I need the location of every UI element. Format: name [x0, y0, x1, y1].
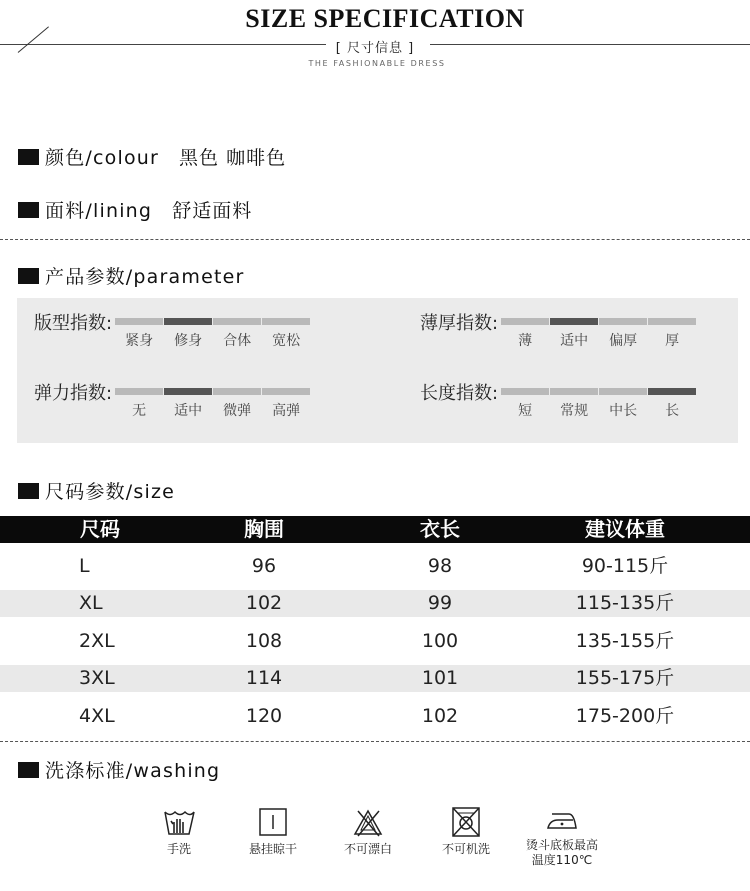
wash-item-no-bleach [322, 806, 414, 857]
size-cell: 4XL [79, 705, 115, 727]
chest-cell: 108 [245, 630, 283, 652]
column-header: 衣长 [420, 517, 460, 541]
weight-cell: 115-135斤 [575, 592, 675, 614]
size-cell: XL [79, 592, 103, 614]
chest-cell: 102 [245, 592, 283, 614]
colour-label: 颜色/colour [45, 147, 160, 169]
scale-segment [213, 318, 261, 350]
lining-value: 舒适面料 [172, 200, 253, 222]
scale-bar [599, 388, 647, 395]
section-divider [0, 239, 750, 240]
param-fit: 版型指数: 紧身 修身 合体 宽松 [34, 298, 311, 350]
chest-cell: 114 [245, 667, 283, 689]
scale-bar [550, 388, 598, 395]
wash-item-line-dry [227, 806, 319, 857]
column-header: 胸围 [244, 517, 284, 541]
wash-label: 烫斗底板最高 温度110℃ [525, 838, 598, 867]
scale-bar [599, 318, 647, 325]
scale-option-label: 高弹 [272, 403, 301, 419]
scale-segment [501, 388, 549, 420]
wash-label: 悬挂晾干 [248, 842, 297, 856]
length-cell: 98 [427, 555, 453, 577]
scale-option-label: 薄 [518, 333, 533, 349]
param-thickness: 薄厚指数: 薄 适中 偏厚 厚 [420, 298, 697, 350]
wash-item-hand-wash [133, 806, 225, 857]
size-cell: 2XL [79, 630, 115, 652]
chest-cell: 96 [251, 555, 277, 577]
table-row [0, 628, 750, 655]
weight-cell: 90-115斤 [581, 555, 669, 577]
scale-bar-selected [164, 388, 212, 395]
scale-bar-selected [550, 318, 598, 325]
param-scale [501, 388, 697, 420]
table-row [0, 703, 750, 730]
wash-item-iron [516, 806, 608, 868]
subtitle-cn: [ 尺寸信息 ] [0, 37, 750, 56]
scale-segment [501, 318, 549, 350]
line-dry-icon [255, 806, 291, 838]
scale-segment [599, 318, 647, 350]
size-heading: 尺码参数/size [18, 477, 175, 504]
length-cell: 102 [421, 705, 459, 727]
scale-segment [262, 318, 310, 350]
param-scale [115, 388, 311, 420]
bullet-square-icon [18, 762, 39, 778]
scale-segment [648, 388, 696, 420]
washing-heading: 洗涤标准/washing [18, 756, 220, 783]
column-header: 尺码 [80, 517, 120, 541]
scale-segment [164, 388, 212, 420]
scale-segment [115, 388, 163, 420]
scale-option-label: 微弹 [223, 403, 252, 419]
scale-bar [213, 318, 261, 325]
scale-option-label: 常规 [560, 403, 589, 419]
no-machine-wash-icon [448, 806, 484, 838]
scale-segment [213, 388, 261, 420]
scale-option-label: 无 [132, 403, 147, 419]
section-divider [0, 741, 750, 742]
table-row [0, 553, 750, 580]
param-length: 长度指数: 短 常规 中长 长 [420, 368, 697, 420]
scale-segment [115, 318, 163, 350]
colour-row [18, 143, 286, 170]
table-row [0, 590, 750, 617]
scale-option-label: 适中 [174, 403, 203, 419]
scale-segment [648, 318, 696, 350]
scale-option-label: 宽松 [272, 333, 301, 349]
scale-bar-selected [164, 318, 212, 325]
size-cell: L [79, 555, 90, 577]
scale-bar [501, 388, 549, 395]
scale-bar [648, 318, 696, 325]
param-scale [501, 318, 697, 350]
scale-option-label: 合体 [223, 333, 252, 349]
scale-segment [262, 388, 310, 420]
param-elasticity: 弹力指数: 无 适中 微弹 高弹 [34, 368, 311, 420]
parameter-heading: 产品参数/parameter [18, 262, 245, 289]
column-header: 建议体重 [585, 517, 665, 541]
lining-row [18, 196, 252, 223]
colour-value: 黑色 咖啡色 [179, 147, 287, 169]
no-bleach-icon [350, 806, 386, 838]
scale-bar-selected [648, 388, 696, 395]
scale-option-label: 偏厚 [609, 333, 638, 349]
length-cell: 99 [427, 592, 453, 614]
bullet-square-icon [18, 483, 39, 499]
bullet-square-icon [18, 202, 39, 218]
hand-wash-icon [161, 806, 197, 838]
scale-bar [115, 388, 163, 395]
scale-segment [164, 318, 212, 350]
scale-bar [501, 318, 549, 325]
wash-label: 不可漂白 [343, 842, 392, 856]
bullet-square-icon [18, 149, 39, 165]
page-title: SIZE SPECIFICATION [245, 4, 525, 33]
scale-option-label: 长 [665, 403, 680, 419]
wash-label: 不可机洗 [441, 842, 490, 856]
length-cell: 100 [421, 630, 459, 652]
scale-bar [262, 388, 310, 395]
iron-icon [544, 806, 580, 834]
table-row [0, 665, 750, 692]
weight-cell: 135-155斤 [575, 630, 675, 652]
scale-segment [550, 318, 598, 350]
scale-option-label: 短 [518, 403, 533, 419]
param-scale [115, 318, 311, 350]
lining-label: 面料/lining [45, 200, 153, 222]
scale-bar [115, 318, 163, 325]
weight-cell: 155-175斤 [575, 667, 675, 689]
length-cell: 101 [421, 667, 459, 689]
scale-option-label: 中长 [609, 403, 638, 419]
scale-option-label: 厚 [665, 333, 680, 349]
bullet-square-icon [18, 268, 39, 284]
wash-item-no-machine-wash [420, 806, 512, 857]
subtitle-en: THE FASHIONABLE DRESS [308, 59, 446, 68]
scale-bar [262, 318, 310, 325]
size-cell: 3XL [79, 667, 115, 689]
wash-label: 手洗 [166, 842, 191, 856]
parameter-panel [17, 298, 738, 443]
scale-option-label: 修身 [174, 333, 203, 349]
scale-segment [599, 388, 647, 420]
size-table-header [0, 516, 750, 543]
scale-option-label: 紧身 [125, 333, 154, 349]
scale-segment [550, 388, 598, 420]
chest-cell: 120 [245, 705, 283, 727]
scale-bar [213, 388, 261, 395]
scale-option-label: 适中 [560, 333, 589, 349]
weight-cell: 175-200斤 [575, 705, 675, 727]
